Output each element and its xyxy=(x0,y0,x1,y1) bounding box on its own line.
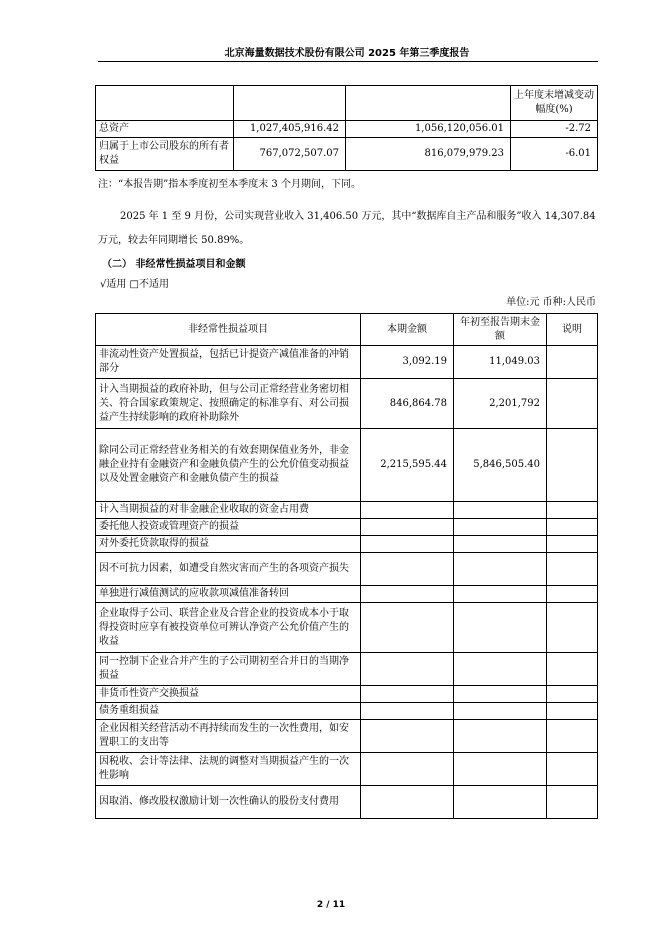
table-row xyxy=(96,553,598,586)
header-current: 本期金额 xyxy=(361,314,454,346)
cell-ytd xyxy=(454,502,547,519)
table-row xyxy=(96,703,598,720)
cell-ytd: 11,049.03 xyxy=(454,346,547,379)
cell-current xyxy=(361,586,454,603)
cell-item: 单独进行减值测试的应收款项减值准备转回 xyxy=(96,586,361,603)
table-row xyxy=(96,502,598,519)
cell-ytd xyxy=(454,519,547,536)
note: 注：“本报告期”指本季度初至本季度末 3 个月期间，下同。 xyxy=(98,179,361,190)
cell-current: 767,072,507.07 xyxy=(234,138,346,171)
revenue-paragraph: 2025 年 1 至 9 月份，公司实现营业收入 31,406.50 万元，其中“数据库自主产品和服务”收入 14,307.84 万元，较去年同期增长 50.89%。 xyxy=(98,211,596,246)
cell-item: 计入当期损益的对非金融企业收取的资金占用费 xyxy=(96,502,361,519)
cell-ytd xyxy=(454,703,547,720)
cell-note xyxy=(547,653,598,686)
table-row xyxy=(96,653,598,686)
t1-header-cell xyxy=(96,86,234,121)
cell-current xyxy=(361,703,454,720)
cell-current xyxy=(361,553,454,586)
cell-ytd: 2,201,792 xyxy=(454,379,547,429)
cell-note xyxy=(547,603,598,653)
cell-ytd xyxy=(454,720,547,753)
cell-ytd xyxy=(454,753,547,786)
cell-item: 计入当期损益的政府补助，但与公司正常经营业务密切相关、符合国家政策规定、按照确定的标准享有、对公司损益产生持续影响的政府补助除外 xyxy=(96,379,361,429)
cell-ytd xyxy=(454,686,547,703)
table-row xyxy=(96,586,598,603)
cell-item: 非货币性资产交换损益 xyxy=(96,686,361,703)
section-title: （二） 非经常性损益项目和金额 xyxy=(102,259,246,270)
header-divider xyxy=(98,61,598,62)
table-row xyxy=(96,686,598,703)
cell-item: 因不可抗力因素，如遭受自然灾害而产生的各项资产损失 xyxy=(96,553,361,586)
table-row xyxy=(96,720,598,753)
t1-header-change: 上年度末增减变动幅度(%) xyxy=(511,86,598,121)
cell-current: 2,215,595.44 xyxy=(361,429,454,502)
header-note: 说明 xyxy=(547,314,598,346)
cell-item: 除同公司正常经营业务相关的有效套期保值业务外，非金融企业持有金融资产和金融负债产生的公允价值变动损益以及处置金融资产和金融负债产生的损益 xyxy=(96,429,361,502)
cell-current xyxy=(361,536,454,553)
report-header: 北京海量数据技术股份有限公司 2025 年第三季度报告 xyxy=(224,48,470,59)
cell-item: 因税收、会计等法律、法规的调整对当期损益产生的一次性影响 xyxy=(96,753,361,786)
cell-current: 3,092.19 xyxy=(361,346,454,379)
header-item: 非经常性损益项目 xyxy=(96,314,361,346)
cell-ytd xyxy=(454,603,547,653)
cell-note xyxy=(547,586,598,603)
cell-note xyxy=(547,553,598,586)
cell-item: 委托他人投资或管理资产的损益 xyxy=(96,519,361,536)
cell-item: 同一控制下企业合并产生的子公司期初至合并日的当期净损益 xyxy=(96,653,361,686)
cell-change: -6.01 xyxy=(511,138,598,171)
table-row xyxy=(96,429,598,502)
cell-note xyxy=(547,519,598,536)
cell-current xyxy=(361,686,454,703)
table-row xyxy=(96,121,598,138)
table-row xyxy=(96,536,598,553)
cell-current xyxy=(361,603,454,653)
balance-table xyxy=(95,85,598,171)
cell-note xyxy=(547,703,598,720)
cell-prior: 816,079,979.23 xyxy=(346,138,511,171)
cell-item: 企业因相关经营活动不再持续而发生的一次性费用，如安置职工的支出等 xyxy=(96,720,361,753)
cell-current xyxy=(361,502,454,519)
cell-current: 1,027,405,916.42 xyxy=(234,121,346,138)
cell-note xyxy=(547,786,598,819)
table-row xyxy=(96,753,598,786)
cell-item: 因取消、修改股权激励计划一次性确认的股份支付费用 xyxy=(96,786,361,819)
t1-header-cell xyxy=(346,86,511,121)
header-ytd: 年初至报告期末金额 xyxy=(454,314,547,346)
t1-header-cell xyxy=(234,86,346,121)
cell-current xyxy=(361,720,454,753)
cell-current: 846,864.78 xyxy=(361,379,454,429)
cell-item: 总资产 xyxy=(96,121,234,138)
table-row xyxy=(96,379,598,429)
cell-ytd xyxy=(454,653,547,686)
cell-note xyxy=(547,379,598,429)
cell-item: 对外委托贷款取得的损益 xyxy=(96,536,361,553)
unit-label: 单位:元 币种:人民币 xyxy=(506,297,596,308)
cell-current xyxy=(361,653,454,686)
non-recurring-table xyxy=(95,313,598,819)
cell-current xyxy=(361,519,454,536)
cell-ytd xyxy=(454,786,547,819)
cell-note xyxy=(547,753,598,786)
cell-note xyxy=(547,686,598,703)
page-number: 2 / 11 xyxy=(316,900,346,910)
cell-note xyxy=(547,536,598,553)
cell-note xyxy=(547,502,598,519)
applicability: √适用 □不适用 xyxy=(100,279,169,290)
cell-ytd: 5,846,505.40 xyxy=(454,429,547,502)
table-row xyxy=(96,603,598,653)
cell-note xyxy=(547,346,598,379)
cell-current xyxy=(361,786,454,819)
cell-item: 企业取得子公司、联营企业及合营企业的投资成本小于取得投资时应享有被投资单位可辨认净资产公允价值产生的收益 xyxy=(96,603,361,653)
table-row xyxy=(96,786,598,819)
table-row xyxy=(96,519,598,536)
cell-ytd xyxy=(454,586,547,603)
table-row xyxy=(96,346,598,379)
cell-note xyxy=(547,429,598,502)
cell-item: 归属于上市公司股东的所有者权益 xyxy=(96,138,234,171)
cell-item: 非流动性资产处置损益，包括已计提资产减值准备的冲销部分 xyxy=(96,346,361,379)
cell-note xyxy=(547,720,598,753)
cell-prior: 1,056,120,056.01 xyxy=(346,121,511,138)
cell-ytd xyxy=(454,553,547,586)
cell-current xyxy=(361,753,454,786)
cell-change: -2.72 xyxy=(511,121,598,138)
cell-ytd xyxy=(454,536,547,553)
cell-item: 债务重组损益 xyxy=(96,703,361,720)
table-row xyxy=(96,138,598,171)
